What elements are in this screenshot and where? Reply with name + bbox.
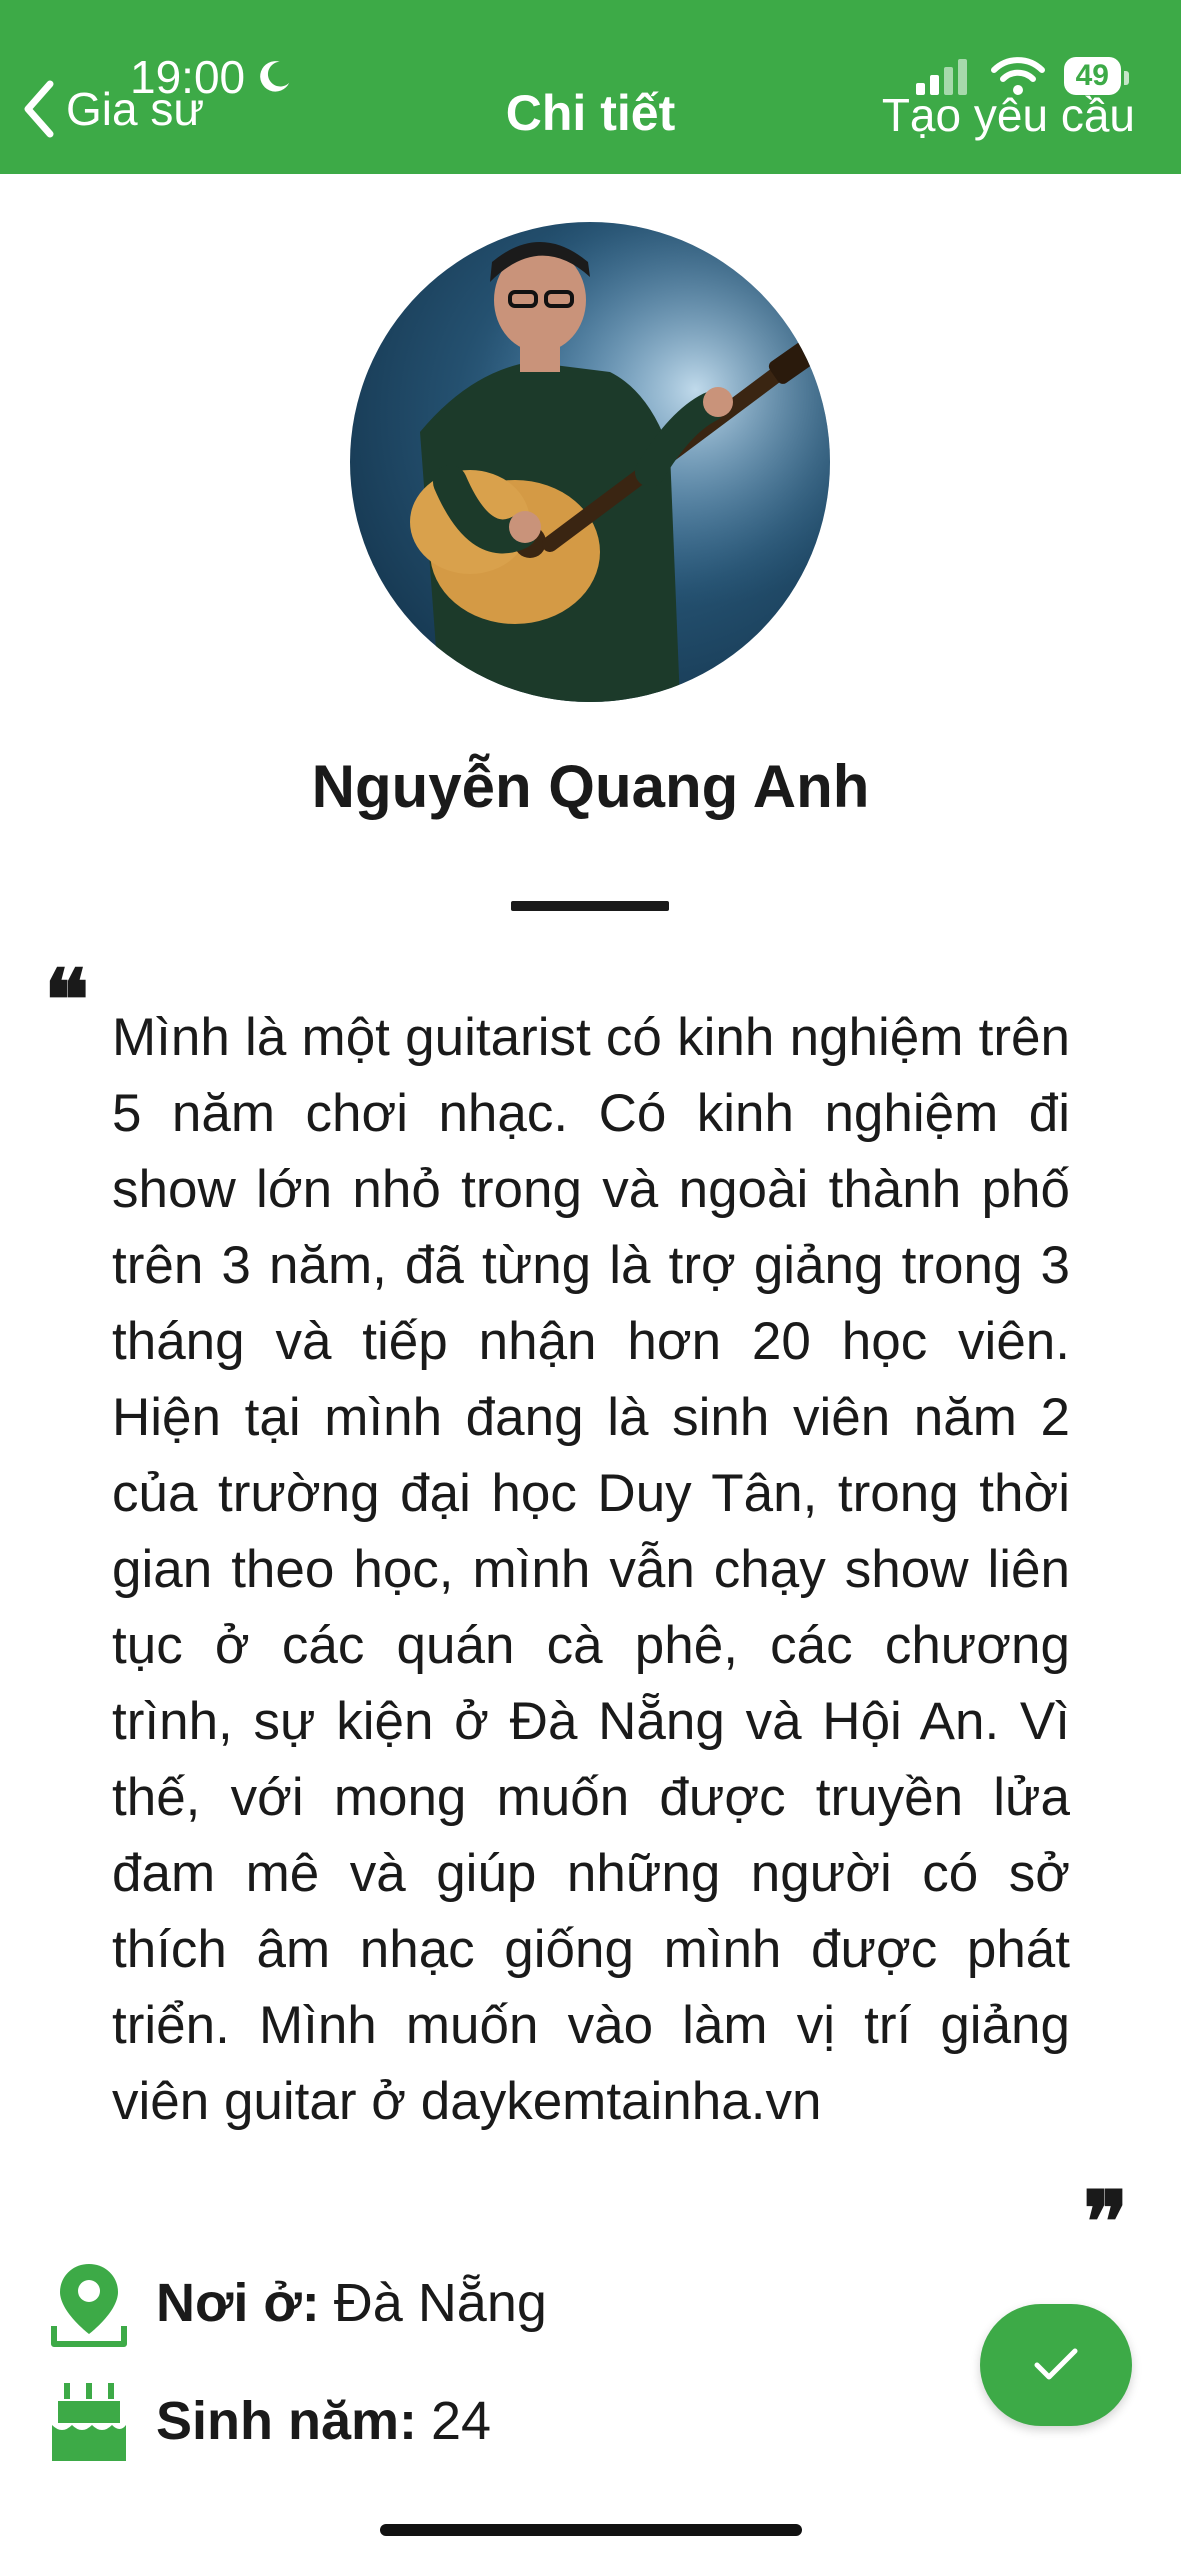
divider [511, 901, 669, 911]
location-row [46, 2258, 547, 2348]
open-quote-icon: ❝ [44, 950, 90, 1049]
tutor-name: Nguyễn Quang Anh [311, 753, 870, 820]
top-navigation-bar [0, 0, 1181, 174]
page-title: Chi tiết [505, 85, 676, 141]
check-icon [1031, 2345, 1081, 2385]
confirm-button[interactable] [980, 2304, 1132, 2426]
location-pin-icon [46, 2258, 132, 2348]
home-indicator [380, 2524, 802, 2536]
avatar [350, 222, 830, 702]
tutor-bio: Mình là một guitarist có kinh nghiệm trên 5 năm chơi nhạc. Có kinh nghiệm đi show lớn nhỏ trong và ngoài thành phố trên 3 năm, đã từng là trợ giảng trong 3 tháng và tiếp nhận hơn 20 học viên. Hiện tại mình đang là sinh viên năm 2 của trường đại học Duy Tân, trong thời gian theo học, mình vẫn chạy show liên tục ở các quán cà phê, các chương trình, sự kiện ở Đà Nẵng và Hội An. Vì thế, với mong muốn được truyền lửa đam mê và giúp những người có sở thích âm nhạc giống mình được phát triển. Mình muốn vào làm vị trí giảng viên guitar ở daykemtainha.vn [112, 1008, 1070, 2131]
location-value: Đà Nẵng [333, 2273, 547, 2333]
birthday-cake-icon [46, 2376, 132, 2466]
back-button-label: Gia sư [66, 83, 205, 135]
location-label: Nơi ở: [156, 2273, 320, 2333]
avatar-photo [350, 222, 830, 702]
battery-indicator: 49 [1064, 57, 1121, 95]
create-request-button[interactable]: Tạo yêu cầu [881, 89, 1135, 141]
status-time-text: 19:00 [130, 51, 246, 103]
birth-year-row [46, 2376, 491, 2466]
close-quote-icon: ❞ [1083, 2172, 1129, 2271]
birth-year-label: Sinh năm: [156, 2391, 418, 2451]
birth-year-value: 24 [431, 2391, 492, 2451]
